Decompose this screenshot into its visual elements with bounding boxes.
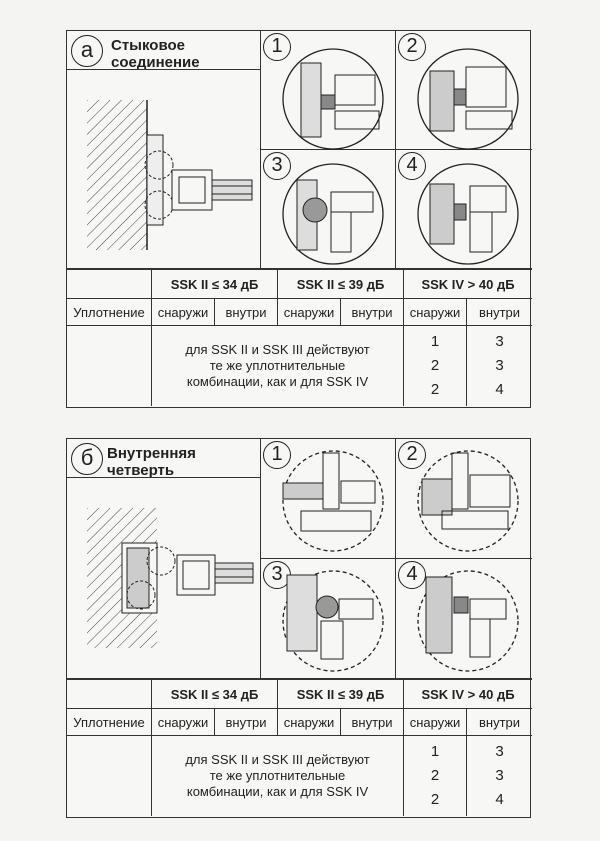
detail-cell-2 — [396, 31, 532, 150]
detail-number: 4 — [398, 561, 426, 589]
group-header: SSK IV > 40 дБ — [404, 270, 533, 299]
row-label: Уплотнение — [67, 709, 152, 736]
panel-inner-rebate — [66, 438, 531, 818]
col-outside: снаружи — [152, 709, 215, 736]
detail-cell-3 — [261, 150, 396, 269]
inside-values: 3 3 4 — [467, 326, 533, 407]
detail-cell-3 — [261, 559, 396, 679]
detail-number: 4 — [398, 152, 426, 180]
col-outside: снаружи — [278, 299, 341, 326]
outside-values: 1 2 2 — [404, 326, 467, 407]
detail-drawing — [261, 439, 396, 559]
outside-values: 1 2 2 — [404, 736, 467, 817]
row-label: Уплотнение — [67, 299, 152, 326]
detail-cell-4 — [396, 559, 532, 679]
detail-number: 1 — [263, 441, 291, 469]
detail-cell-1 — [261, 439, 396, 559]
title-underline — [67, 477, 261, 478]
detail-drawing — [261, 559, 396, 679]
detail-cell-2 — [396, 439, 532, 559]
col-outside: снаружи — [152, 299, 215, 326]
panel-letter: а — [71, 35, 103, 67]
main-drawing-cell — [67, 31, 261, 269]
butt-joint-section-drawing — [67, 75, 257, 265]
col-inside: внутри — [215, 709, 278, 736]
empty-corner — [67, 270, 152, 299]
main-drawing-cell — [67, 439, 261, 679]
detail-cell-4 — [396, 150, 532, 269]
detail-drawing — [261, 150, 396, 269]
group-header: SSK II ≤ 39 дБ — [278, 270, 404, 299]
empty-corner — [67, 680, 152, 709]
col-inside: внутри — [215, 299, 278, 326]
col-outside: снаружи — [404, 299, 467, 326]
col-outside: снаружи — [278, 709, 341, 736]
detail-drawing — [396, 31, 532, 150]
group-header: SSK IV > 40 дБ — [404, 680, 533, 709]
empty-cell — [67, 736, 152, 817]
col-inside: внутри — [341, 299, 404, 326]
detail-number: 3 — [263, 152, 291, 180]
detail-number: 2 — [398, 33, 426, 61]
detail-drawing — [396, 150, 532, 269]
inner-rebate-section-drawing — [67, 483, 257, 673]
col-inside: внутри — [467, 709, 533, 736]
detail-number: 3 — [263, 561, 291, 589]
group-header: SSK II ≤ 34 дБ — [152, 680, 278, 709]
inside-values: 3 3 4 — [467, 736, 533, 817]
note-text: для SSK II и SSK III действуют те же уплотнительные комбинации, как и для SSK IV — [152, 326, 404, 407]
col-inside: внутри — [467, 299, 533, 326]
col-outside: снаружи — [404, 709, 467, 736]
group-header: SSK II ≤ 39 дБ — [278, 680, 404, 709]
empty-cell — [67, 326, 152, 407]
note-text: для SSK II и SSK III действуют те же уплотнительные комбинации, как и для SSK IV — [152, 736, 404, 817]
panel-letter: б — [71, 443, 103, 475]
detail-drawing — [261, 31, 396, 150]
detail-number: 1 — [263, 33, 291, 61]
seal-table — [67, 679, 532, 816]
panel-title: Внутренняя четверть — [107, 445, 196, 479]
panel-title: Стыковое соединение — [111, 37, 200, 71]
group-header: SSK II ≤ 34 дБ — [152, 270, 278, 299]
seal-table — [67, 269, 532, 406]
col-inside: внутри — [341, 709, 404, 736]
detail-drawing — [396, 439, 532, 559]
panel-butt-joint — [66, 30, 531, 408]
title-underline — [67, 69, 261, 70]
detail-drawing — [396, 559, 532, 679]
detail-number: 2 — [398, 441, 426, 469]
detail-cell-1 — [261, 31, 396, 150]
